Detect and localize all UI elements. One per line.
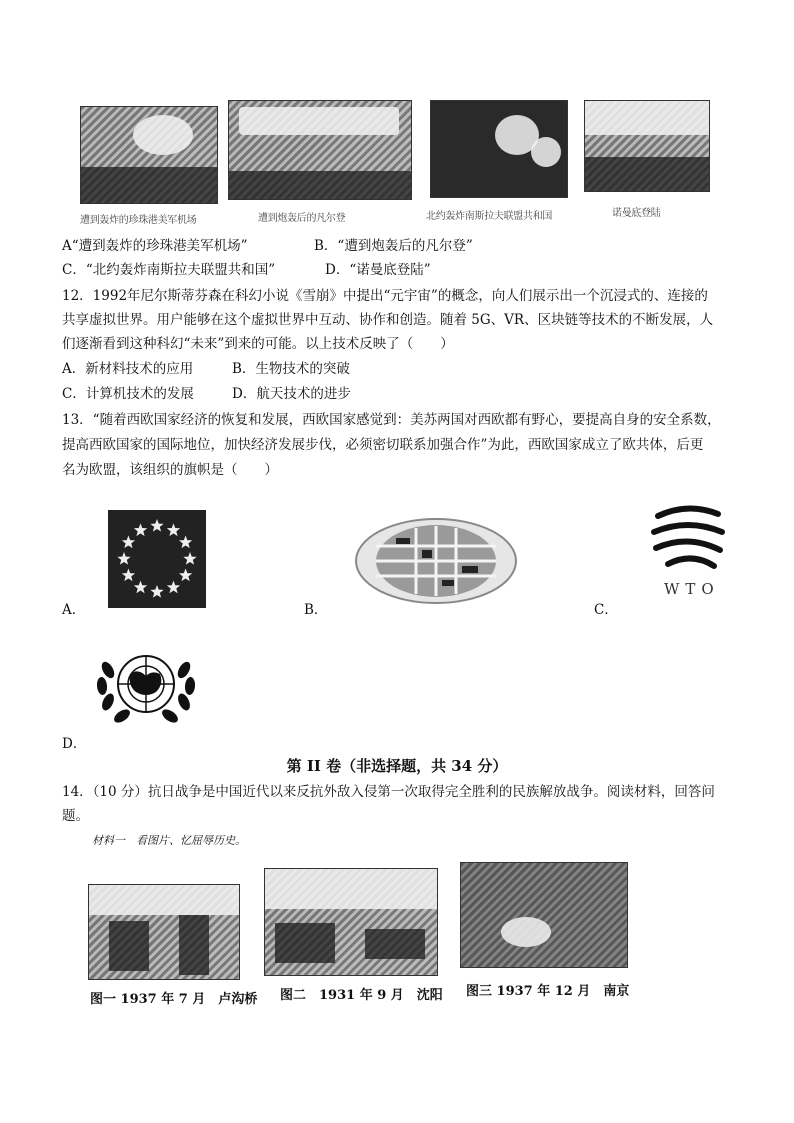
un-laurel-icon (90, 640, 202, 732)
q13-stem-line-2: 提高西欧国家的国际地位，加快经济发展步伐，必须密切联系加强合作”为此，西欧国家成立了欧共体，后更 (62, 437, 704, 453)
q14-photo-caption-3: 图三 1937 年 12 月 南京 (466, 984, 630, 999)
q12-option-d[interactable]: D．航天技术的进步 (232, 386, 351, 402)
eu-star-icon (150, 519, 163, 532)
wto-logo-image[interactable] (648, 498, 728, 602)
eu-star-icon (150, 585, 163, 598)
q13-option-a[interactable]: A． (62, 602, 86, 618)
wto-logo-text: WTO (664, 580, 720, 598)
section-2-title: 第 II 卷（非选择题，共 34 分） (286, 757, 508, 775)
q14-stem-line-2: 题。 (62, 808, 89, 824)
q12-stem-line-2: 共享虚拟世界。用户能够在这个虚拟世界中互动、协作和创造。随着 5G、VR、区块链等技术的不断发展，人 (62, 312, 714, 328)
q11-option-c[interactable]: C．“北约轰炸南斯拉夫联盟共和国” (62, 262, 276, 278)
eu-star-icon (122, 536, 135, 549)
eu-star-icon (167, 581, 180, 594)
q13-option-b[interactable]: B． (304, 602, 328, 618)
q13-stem-line-3: 名为欧盟，该组织的旗帜是（ ） (62, 462, 278, 478)
eu-star-icon (179, 569, 192, 582)
q12-stem-line-3: 们逐渐看到这种科幻“未来”到来的可能。以上技术反映了（ ） (62, 336, 454, 352)
eu-star-icon (134, 523, 147, 536)
photo-nanjing (460, 862, 628, 968)
q11-option-b[interactable]: B．“遭到炮轰后的凡尔登” (314, 238, 473, 254)
photo-verdun (228, 100, 412, 200)
eu-star-icon (134, 581, 147, 594)
q14-photo-caption-2: 图二 1931 年 9 月 沈阳 (280, 988, 443, 1003)
photo-caption-1: 遭到轰炸的珍珠港美军机场 (80, 215, 197, 226)
q12-option-c[interactable]: C．计算机技术的发展 (62, 386, 194, 402)
un-emblem-image[interactable] (90, 640, 202, 732)
q12-option-b[interactable]: B．生物技术的突破 (232, 361, 350, 377)
wto-swoosh-icon (648, 498, 728, 578)
q12-stem-line-1: 12．1992年尼尔斯蒂芬森在科幻小说《雪崩》中提出“元宇宙”的概念，向人们展示出一个沉浸式的、连接的 (62, 288, 708, 304)
eu-stars-icon (108, 510, 206, 608)
q13-stem-line-1: 13．“随着西欧国家经济的恢复和发展，西欧国家感觉到：美苏两国对西欧都有野心，要提高自身的安全系数， (62, 412, 721, 428)
q13-option-d[interactable]: D． (62, 736, 87, 752)
eu-star-icon (183, 552, 196, 565)
eu-star-icon (167, 523, 180, 536)
photo-shenyang (264, 868, 438, 976)
photo-caption-3: 北约轰炸南斯拉夫联盟共和国 (426, 211, 553, 222)
q11-option-d[interactable]: D．“诺曼底登陆” (325, 262, 431, 278)
q11-option-a[interactable]: A“遭到轰炸的珍珠港美军机场” (62, 238, 248, 254)
photo-caption-4: 诺曼底登陆 (612, 208, 661, 219)
q12-option-a[interactable]: A．新材料技术的应用 (62, 361, 194, 377)
eu-flag-image[interactable] (108, 510, 206, 608)
globe-emblem-image[interactable] (352, 516, 520, 606)
globe-grid-icon (352, 516, 520, 606)
q14-material-1-label: 材料一 看图片、忆屈辱历史。 (92, 834, 246, 847)
q14-stem-line-1: 14．（10 分）抗日战争是中国近代以来反抗外敌入侵第一次取得完全胜利的民族解放战争。阅读材料，回答问 (62, 784, 715, 800)
eu-star-icon (179, 536, 192, 549)
photo-caption-2: 遭到炮轰后的凡尔登 (258, 213, 346, 224)
q13-option-c[interactable]: C． (594, 602, 618, 618)
eu-star-icon (117, 552, 130, 565)
photo-pearl-harbor (80, 106, 218, 204)
eu-star-icon (122, 569, 135, 582)
photo-nato-bombing (430, 100, 568, 198)
photo-lugou-bridge (88, 884, 240, 980)
photo-normandy (584, 100, 710, 192)
q14-photo-caption-1: 图一 1937 年 7 月 卢沟桥 (90, 992, 258, 1007)
